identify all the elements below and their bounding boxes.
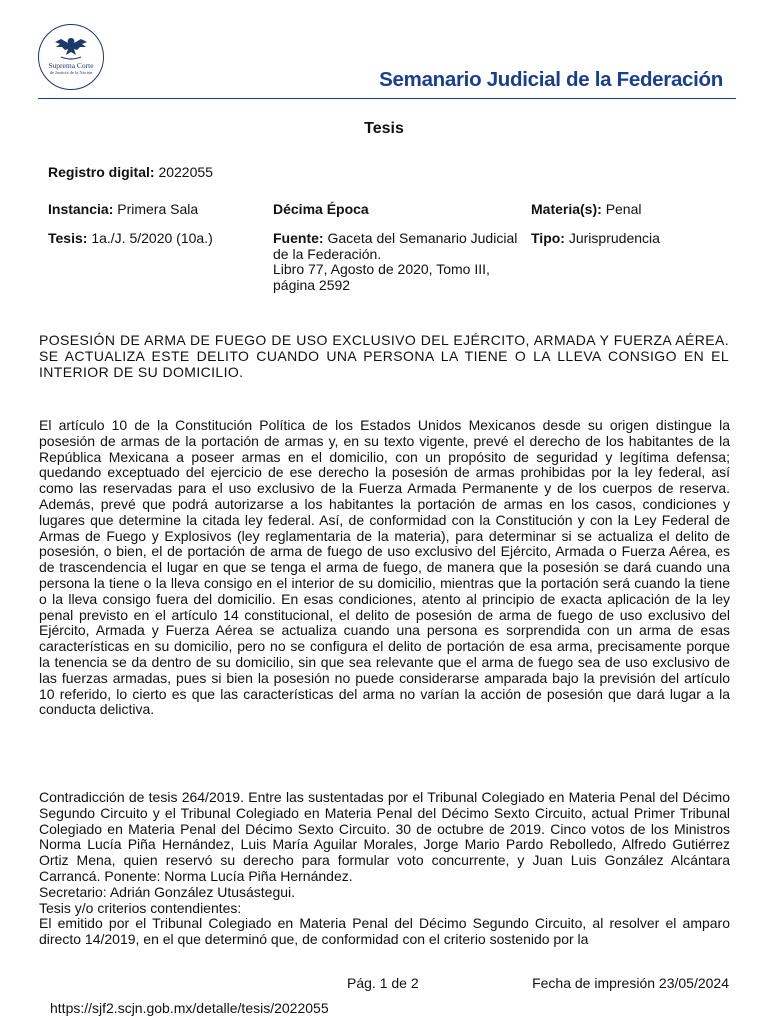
document-type-title: Tesis: [364, 120, 404, 137]
materia: Materia(s): Penal: [531, 201, 642, 217]
tesis-rubro: POSESIÓN DE ARMA DE FUEGO DE USO EXCLUSIVO DEL EJÉRCITO, ARMADA Y FUERZA AÉREA. SE ACTUALIZA ESTE DELITO CUANDO UNA PERSONA LA TIENE O LA LLEVA CONSIGO EN EL INTERIOR DE SU DOMICILIO.: [39, 332, 729, 380]
instancia: Instancia: Primera Sala: [48, 201, 199, 217]
tesis-number: Tesis: 1a./J. 5/2020 (10a.): [48, 230, 213, 246]
registro-digital: Registro digital: 2022055: [48, 164, 213, 180]
epoca: Décima Época: [273, 201, 369, 217]
print-date: Fecha de impresión 23/05/2024: [532, 975, 729, 991]
precedente-paragraph: Contradicción de tesis 264/2019. Entre las sustentadas por el Tribunal Colegiado en Materia Penal del Décimo Segundo Circuito y el Tribunal Colegiado en Materia Penal del Décimo Sexto Circuito, actual Primer Tribunal Colegiado en Materia Penal del Décimo Sexto Circuito. 30 de octubre de 2019. Cinco votos de los Ministros Norma Lucía Piña Hernández, Luis María Aguilar Morales, Jorge Mario Pardo Rebolledo, Alfredo Gutiérrez Ortiz Mena, quien reservó su derecho para formular voto concurrente, y Juan Luis González Alcántara Carrancá. Ponente: Norma Lucía Piña Hernández.: [39, 789, 730, 884]
publication-title: Semanario Judicial de la Federación: [379, 68, 723, 91]
secretario: Secretario: Adrián González Utusástegui.: [39, 883, 296, 900]
header-divider: [38, 98, 736, 99]
tesis-text: El artículo 10 de la Constitución Política de los Estados Unidos Mexicanos desde su origen distingue la posesión de armas de la portación de armas y, en su texto vigente, prevé el derecho de los habitantes de la República Mexicana a poseer armas en el domicilio, con un propósito de seguridad y legítima defensa; quedando exceptuado del ejercicio de ese derecho la posesión de armas prohibidas por la ley federal, así como las reservadas para el uso exclusivo de la Fuerza Armada Permanente y de los cuerpos de reserva. Además, prevé que podrá autorizarse a los habitantes la portación de armas en los casos, condiciones y lugares que determine la citada ley federal. Así, de conformidad con la Constitución y con la Ley Federal de Armas de Fuego y Explosivos (ley reglamentaria de la materia), para determinar si se actualiza el delito de posesión, o bien, el de portación de arma de fuego de uso exclusivo del Ejército, Armada o Fuerza Aérea, es de trascendencia el lugar en que se tenga el arma de fuego, de manera que la posesión se dará cuando una persona la tiene o la lleva consigo en el interior de su domicilio, mientras que la portación será cuando la tiene o la lleva consigo fuera del domicilio. En esas condiciones, atento al principio de exacta aplicación de la ley penal previsto en el artículo 14 constitucional, el delito de posesión de arma de fuego de uso exclusivo del Ejército, Armada y Fuerza Aérea se actualiza cuando una persona es sorprendida con un arma de esas características en su domicilio, pero no se configura el delito de portación de esa arma, precisamente porque la tenencia se da dentro de su domicilio, sin que sea relevante que el arma de fuego sea de uso exclusivo de las fuerzas armadas, pues si bien la posesión no puede considerarse amparada bajo la previsión del artículo 10 referido, lo cierto es que las características del arma no varían la acción de posesión que dará lugar a la conducta delictiva.: [39, 417, 730, 718]
criterios-text: El emitido por el Tribunal Colegiado en Materia Penal del Décimo Segundo Circuito, al resolver el amparo directo 14/2019, en el que determinó que, de conformidad con el criterio sostenido por la: [39, 915, 730, 948]
criterios-label: Tesis y/o criterios contendientes:: [39, 899, 242, 916]
scjn-logo: [38, 24, 104, 90]
tipo: Tipo: Jurisprudencia: [531, 230, 660, 246]
page-number: Pág. 1 de 2: [347, 975, 419, 991]
fuente: Fuente: Gaceta del Semanario Judicial de la Federación. Libro 77, Agosto de 2020, Tomo III, página 2592: [273, 230, 518, 293]
precedentes: [39, 790, 730, 948]
logo-text: Suprema Corte de Justicia de la Nación: [48, 61, 94, 75]
eagle-emblem-icon: [51, 35, 91, 61]
document-url[interactable]: https://sjf2.scjn.gob.mx/detalle/tesis/2022055: [50, 1000, 329, 1016]
